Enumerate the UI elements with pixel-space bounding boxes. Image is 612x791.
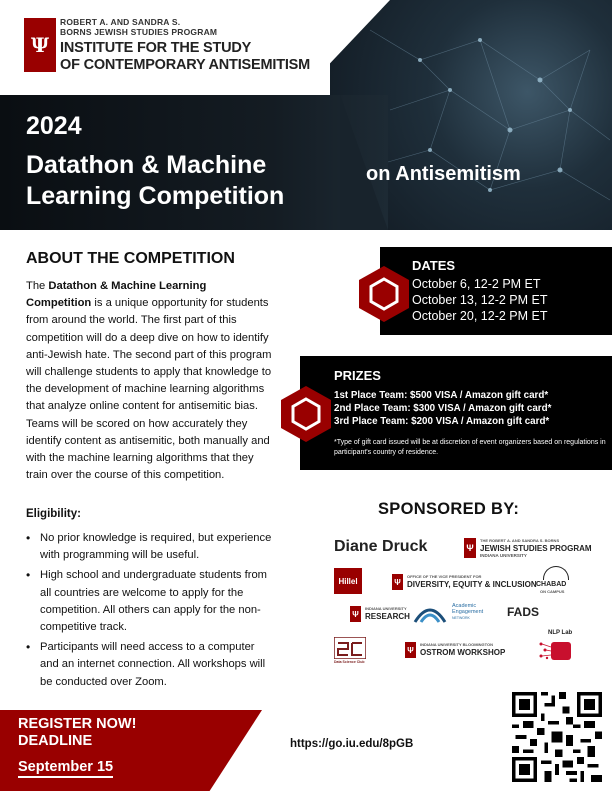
hexagon-icon <box>280 385 332 443</box>
prize-line: 1st Place Team: $500 VISA / Amazon gift card* <box>334 390 549 401</box>
prize-footnote: *Type of gift card issued will be at discretion of event organizers based on regulations in participant's country of residence. <box>334 439 606 456</box>
nlp-lab-label: NLP Lab <box>548 630 573 636</box>
qr-code[interactable] <box>512 692 602 782</box>
iu-trident-icon: Ψ <box>464 538 476 558</box>
dates-heading: DATES <box>412 258 456 273</box>
date-line: October 20, 12-2 PM ET <box>412 309 548 323</box>
list-item: • High school and undergraduate students from all countries are welcome to apply for the competition. All others can apply for the non-competitive track. <box>26 567 276 636</box>
fads-logo: FADS <box>507 605 540 619</box>
header-wedge <box>300 0 390 95</box>
about-paragraph: The Datathon & Machine Learning Competition is a unique opportunity for students from around the world. The first part of this competition will do a deep dive on how to identify anti-Jewish hate. The second part of this program will challenge students to apply that knowledge to the development of machine learning algorithms that analyze online content for antisemitic bias. Teams will be scored on how accurately they identify content as antisemitic, both manually and with the machine learning algorithms that they train over the course of this competition. <box>26 280 272 482</box>
about-heading: ABOUT THE COMPETITION <box>26 250 235 267</box>
registration-link[interactable]: https://go.iu.edu/8pGB <box>290 738 414 750</box>
prize-line: 3rd Place Team: $200 VISA / Amazon gift card* <box>334 416 550 427</box>
chabad-logo: CHABAD <box>536 581 567 588</box>
chabad-icon <box>543 566 569 580</box>
data-science-club-icon <box>334 637 366 659</box>
data-science-club-caption: Data Science Club <box>334 660 365 664</box>
hillel-logo: Hillel <box>334 568 362 594</box>
org-name: INSTITUTE FOR THE STUDY OF CONTEMPORARY ANTISEMITISM <box>60 40 311 73</box>
jsp-small-text: THE ROBERT A. AND SANDRA S. BORNS <box>480 538 560 543</box>
iu-trident-icon: Ψ <box>405 642 416 658</box>
event-subtitle: on Antisemitism <box>366 163 521 185</box>
org-small-text: ROBERT A. AND SANDRA S. BORNS JEWISH STUDIES PROGRAM <box>60 17 218 37</box>
date-line: October 13, 12-2 PM ET <box>412 293 548 307</box>
jsp-name: JEWISH STUDIES PROGRAM <box>480 544 592 553</box>
prizes-heading: PRIZES <box>334 368 381 383</box>
iu-trident-icon: Ψ <box>24 18 56 72</box>
dei-name: DIVERSITY, EQUITY & INCLUSION <box>407 580 537 589</box>
ostrom-name: OSTROM WORKSHOP <box>420 648 506 657</box>
academic-network-icon <box>412 602 448 628</box>
eligibility-list <box>26 530 276 694</box>
research-name: RESEARCH <box>365 612 410 621</box>
list-item: • No prior knowledge is required, but experience with programming will be useful. <box>26 530 276 564</box>
research-small-text: INDIANA UNIVERSITY <box>365 606 407 611</box>
sponsors-heading: SPONSORED BY: <box>378 500 520 518</box>
register-call-to-action: REGISTER NOW! DEADLINE <box>18 716 137 749</box>
ostrom-small-text: INDIANA UNIVERSITY BLOOMINGTON <box>420 642 494 647</box>
eligibility-heading: Eligibility: <box>26 508 81 520</box>
chabad-sub: ON CAMPUS <box>540 589 565 594</box>
list-item: • Participants will need access to a computer and an internet connection. All workshops will be conducted over Zoom. <box>26 639 276 691</box>
prizes-list <box>334 389 551 428</box>
diane-druck-logo: Diane Druck <box>334 538 428 555</box>
jsp-sub: INDIANA UNIVERSITY <box>480 553 527 558</box>
event-year: 2024 <box>26 112 82 140</box>
deadline-date: September 15 <box>18 759 113 778</box>
dei-small-text: OFFICE OF THE VICE PRESIDENT FOR <box>407 574 482 579</box>
competition-name: Datathon & Machine Learning Competition <box>26 280 207 310</box>
event-title: Datathon & Machine Learning Competition <box>26 151 285 210</box>
iu-trident-icon: Ψ <box>392 574 403 590</box>
academic-network-logo: Academic Engagement NETWORK <box>452 603 484 620</box>
dates-list <box>412 276 547 324</box>
iu-trident-icon: Ψ <box>350 606 361 622</box>
hexagon-icon <box>358 265 410 323</box>
date-line: October 6, 12-2 PM ET <box>412 277 541 291</box>
prize-line: 2nd Place Team: $300 VISA / Amazon gift card* <box>334 403 552 414</box>
nlp-lab-icon <box>537 638 573 664</box>
